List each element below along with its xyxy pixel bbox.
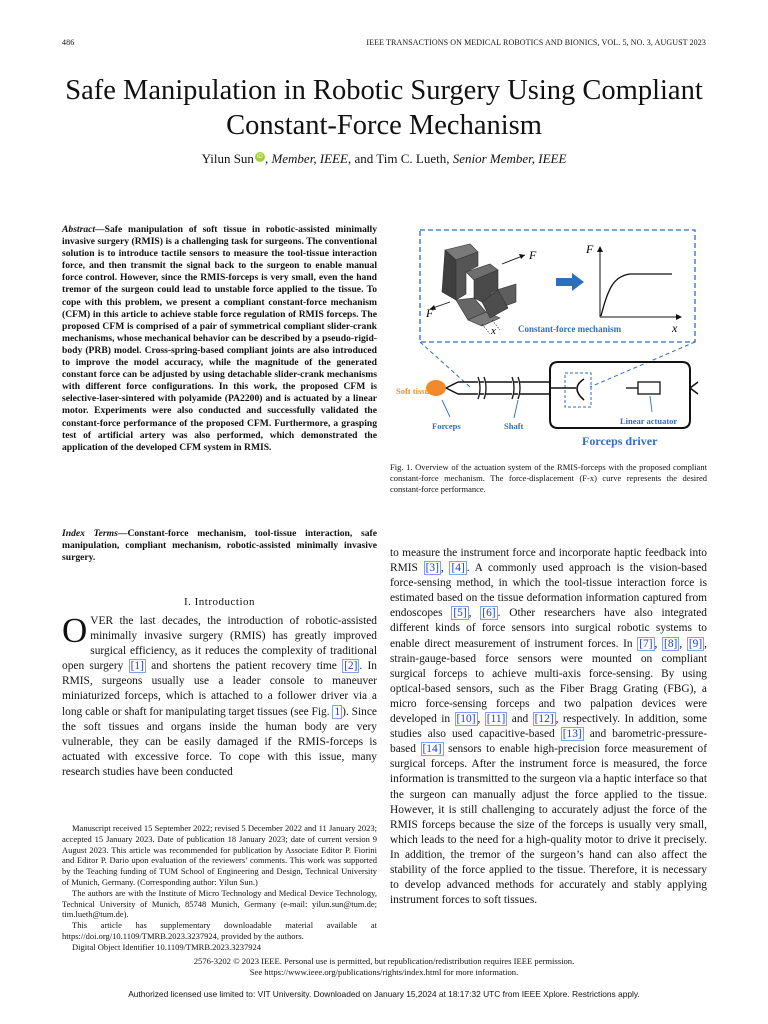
index-terms-label: Index Terms — [62, 528, 118, 539]
author-name: Yilun Sun — [201, 151, 254, 166]
citation-link[interactable]: [14] — [422, 743, 442, 756]
right-column-text — [390, 546, 707, 908]
cfm-label: Constant-force mechanism — [518, 324, 622, 334]
soft-tissue-label: Soft tissue — [396, 386, 434, 396]
footnote: This article has supplementary downloadable material available at https://doi.org/10.1109/TMRB.2023.3237924, provided by the authors. — [62, 920, 377, 941]
body-text: and — [507, 713, 533, 726]
footnote: Digital Object Identifier 10.1109/TMRB.2023.3237924 — [72, 941, 262, 952]
footnote: Manuscript received 15 September 2022; revised 5 December 2022 and 11 January 2023; accepted 15 January 2023. Date of publication 18 January 2023; date of current version 9 August 2023. This article was recommended for publication by Associate Editor P. Fiorini and Editor P. Dario upon evaluation of the reviewers’ comments. This work was supported by the Teaching funding of TUM School of Engineering and Design, Technical University of Munich, Germany. (Corresponding author: Yilun Sun.) — [62, 823, 377, 887]
arrow-icon — [556, 273, 584, 291]
body-text: , — [440, 562, 450, 575]
forceps-driver-label: Forceps driver — [582, 434, 658, 448]
body-text: , — [468, 607, 481, 620]
paper-title: Safe Manipulation in Robotic Surgery Using Compliant Constant-Force Mechanism — [65, 75, 703, 141]
citation-link[interactable]: [7] — [639, 637, 653, 650]
citation-link[interactable]: [3] — [425, 562, 439, 575]
citation-link[interactable]: [9] — [688, 637, 703, 650]
license-notice: Authorized licensed use limited to: VIT University. Downloaded on January 15,2024 at 18:17:32 UTC from IEEE Xplore. Restrictions apply. — [128, 989, 640, 999]
force-label: F — [426, 306, 434, 320]
intro-text: . In RMIS, surgeons usually use a leader console to maneuver miniaturized forceps, which is attached to a follower driver via a long cable or shaft for manipulating target tissues (see Fig. — [62, 660, 377, 718]
linear-actuator-icon — [638, 382, 660, 394]
figure-link[interactable]: 1 — [334, 705, 341, 718]
body-text: , strain-gauge-based force sensors were mounted on compliant surgical forceps to achieve multi-axis force-sensing. By using optical-based sensors, such as the Fiber Bragg Grating (FBG), a micro force-sensing forceps and two palpation devices were developed in — [390, 637, 707, 726]
intro-paragraph — [62, 611, 377, 780]
orcid-icon[interactable]: iD — [255, 152, 265, 162]
cfm-3d-model — [442, 244, 516, 326]
citation-link[interactable]: [1] — [130, 660, 144, 673]
drop-cap: O — [62, 611, 88, 650]
index-terms-text: —Constant-force mechanism, tool-tissue interaction, safe manipulation, compliant mechanism, robotic-assisted minimally invasive surgery. — [62, 528, 377, 564]
copyright-line: 2576-3202 © 2023 IEEE. Personal use is permitted, but republication/redistribution requires IEEE permission. — [193, 956, 575, 966]
citation-link[interactable]: [6] — [482, 607, 496, 620]
copyright-notice — [40, 956, 728, 977]
body-text: to measure the instrument force and incorporate haptic feedback into RMIS — [390, 547, 707, 575]
rights-link[interactable]: See https://www.ieee.org/publications/rights/index.html for more information. — [249, 966, 519, 977]
page-number: 486 — [62, 38, 75, 47]
journal-header: IEEE TRANSACTIONS ON MEDICAL ROBOTICS AND BIONICS, VOL. 5, NO. 3, AUGUST 2023 — [366, 38, 706, 47]
intro-text: ). Since the soft tissues and organs inside the human body are very vulnerable, they can be easily damaged if the RMIS-forceps is actuated with excessive force. To cope with this issue, many research studies have been conducted — [62, 705, 377, 778]
citation-link[interactable]: [4] — [451, 562, 465, 575]
forceps-label: Forceps — [432, 421, 461, 431]
abstract — [62, 224, 377, 454]
authors: Yilun Sun iD , Member, IEEE, and Tim C. Lueth, Senior Member, IEEE — [201, 151, 567, 166]
body-text: , — [477, 713, 485, 726]
section-heading: I. Introduction — [183, 596, 256, 608]
body-text: , — [679, 637, 687, 650]
author-conjunction: , and Tim C. Lueth, — [347, 151, 453, 166]
citation-link[interactable]: [12] — [534, 713, 554, 726]
footnote: The authors are with the Institute of Micro Technology and Medical Device Technology, Technical University of Munich, 85748 Munich, Germany (e-mail: yilun.sun@tum.de; tim.lueth@tum.de). — [62, 887, 377, 920]
force-label: F — [529, 248, 537, 262]
citation-link[interactable]: [11] — [486, 713, 506, 726]
body-text: . Other researchers have also integrated different kinds of force sensors into surgical robotic systems to enable direct measurement of instrument forces. In — [390, 607, 707, 650]
citation-link[interactable]: [8] — [664, 637, 678, 650]
intro-text: VER the last decades, the introduction of robotic-assisted minimally invasive surgery (RMIS) has greatly improved surgical efficiency, as it reduces the complexity of traditional open surgery — [62, 615, 377, 673]
body-text: , respectively. In addition, some studies also used capacitive-based — [390, 713, 707, 741]
figure-caption: Fig. 1. Overview of the actuation system of the RMIS-forceps with the proposed compliant constant-force mechanism. The force-displacement (F-x) curve represents the desired constant-force performance. — [390, 462, 707, 494]
shaft-label: Shaft — [504, 421, 524, 431]
author-role-2: Senior Member, IEEE — [452, 151, 567, 166]
abstract-label: Abstract— — [62, 224, 105, 235]
footnotes — [62, 823, 377, 953]
citation-link[interactable]: [10] — [456, 713, 476, 726]
index-terms — [62, 528, 377, 564]
body-text: and barometric-pressure-based — [390, 728, 707, 756]
figure-1 — [390, 222, 707, 454]
abstract-text: Safe manipulation of soft tissue in robotic-assisted minimally invasive surgery (RMIS) is a challenging task for surgeons. The conventional solution is to introduce tactile sensors to measure the tool-tissue interaction force, and then transmit the signal back to the surgeon to enable manual force control. However, since the RMIS-forceps is very small, even the hand tremor of the surgeon could lead to unstable force applied to the tissue. To cope with this problem, we present a compliant constant-force mechanism (CFM) in this article to achieve stable force regulation of RMIS forceps. The proposed CFM is comprised of a pair of symmetrical compliant slider-crank mechanisms, whose mechanical behavior can be described by a pseudo-rigid-body (PRB) model. Cross-spring-based compliant joints are also introduced to improve the model accuracy, while the magnitude of the generated constant force can be adjusted by using detachable slider-crank mechanisms with different force configurations. In this work, the proposed CFM is selective-laser-sintered with polyamide (PA2200) and is actuated by a linear motor. Experiments were also conducted and successfully validated the constant-force performance of the proposed CFM. Furthermore, a grasping test of artificial artery was also performed, which demonstrated the application of the developed CFM system in RMIS. — [62, 224, 377, 453]
citation-link[interactable]: [13] — [562, 728, 582, 741]
citation-link[interactable]: [2] — [344, 660, 358, 673]
axis-label-x: x — [672, 321, 678, 335]
body-text: , — [654, 637, 663, 650]
body-text: sensors to enable high-precision force measurement of surgical forceps. After the instrument force is measured, the force information is transmitted to the surgeon via a haptic interface so that the surgeon can manually adjust the force applied to the tissue. However, it is still challenging to accurately adjust the force of the RMIS forceps because the size of the forceps is usually very small, which leads to the need for a high-quality motor to drive it precisely. In addition, the tremor of the surgeon’s hand can also affect the stability of the force applied to the tissue. Therefore, it is necessary to develop advanced methods for accurately and stably applying instrument forces to soft tissues. — [390, 743, 707, 907]
force-displacement-curve — [601, 274, 672, 316]
actuator-label: Linear actuator — [620, 416, 678, 426]
body-text: . A commonly used approach is the vision-based force-sensing method, in which the tool-tissue interaction force is estimated based on the tissue deformation information captured from endoscopes — [390, 562, 708, 620]
author-role: Member, IEEE — [271, 151, 348, 166]
intro-text: and shortens the patient recovery time — [145, 660, 343, 673]
displacement-label: x — [491, 325, 496, 337]
axis-label-f: F — [586, 242, 594, 256]
citation-link[interactable]: [5] — [453, 607, 467, 620]
